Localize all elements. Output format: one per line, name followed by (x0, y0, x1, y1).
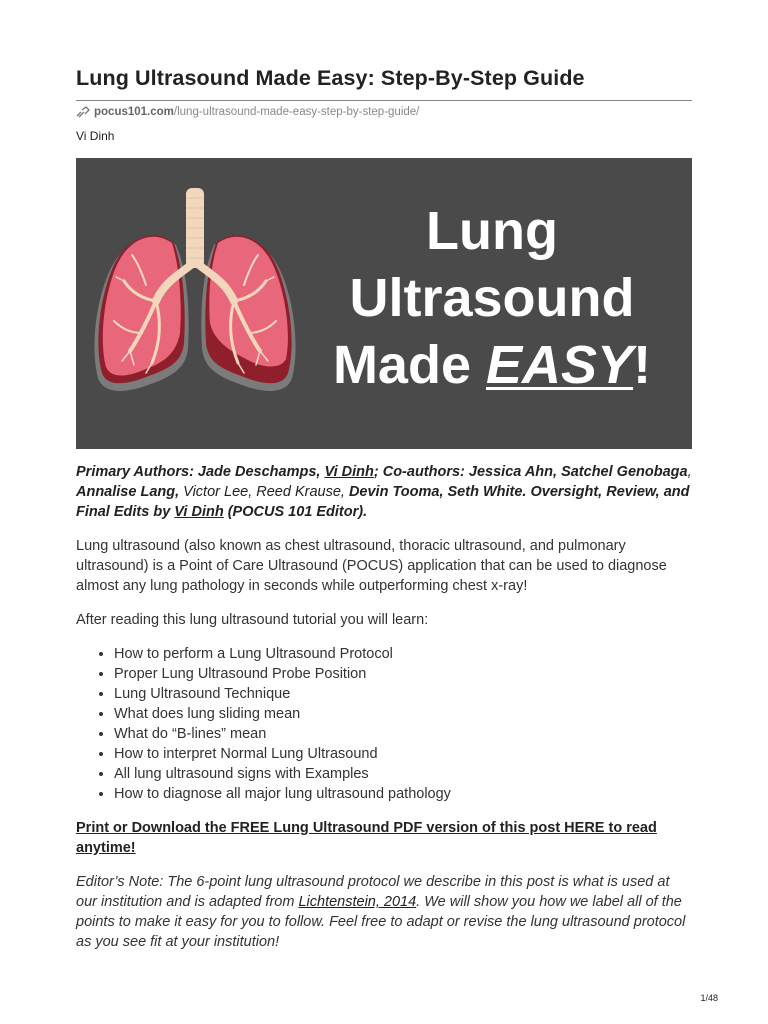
hero-line-2: Ultrasound (349, 268, 635, 328)
list-item: • What does lung sliding mean (114, 704, 692, 724)
page-title: Lung Ultrasound Made Easy: Step-By-Step Guide (76, 66, 585, 90)
learn-list (76, 644, 692, 804)
editor-note: Editor’s Note: The 6-point lung ultrasound protocol we describe in this post is what is used at our institution and is adapted from Lichtenstein, 2014. We will show you how we label all of the points to make it easy for you to follow. Feel free to adapt or revise the lung ultrasound protocol as you see fit at your institution! (76, 874, 686, 950)
title-divider (76, 100, 692, 101)
list-item: • How to diagnose all major lung ultrasound pathology (114, 784, 692, 804)
hero-banner (76, 158, 692, 449)
hero-headline (312, 198, 672, 399)
source-path[interactable]: /lung-ultrasound-made-easy-step-by-step-guide/ (173, 106, 420, 118)
intro-paragraph: Lung ultrasound (also known as chest ultrasound, thoracic ultrasound, and pulmonary ultrasound) is a Point of Care Ultrasound (POCUS) application that can be used to diagnose almost any lung pathology in seconds while outperforming chest x-ray! (76, 538, 667, 594)
byline-author: Vi Dinh (76, 129, 115, 143)
source-domain[interactable]: pocus101.com (94, 106, 174, 118)
lungs-illustration (86, 183, 306, 413)
list-item: • How to interpret Normal Lung Ultrasound (114, 744, 692, 764)
hero-line-1: Lung (426, 201, 558, 261)
learn-intro: After reading this lung ultrasound tutorial you will learn: (76, 612, 429, 628)
list-item: • What do “B-lines” mean (114, 724, 692, 744)
hero-emphasis: EASY (486, 335, 634, 395)
source-url[interactable] (76, 106, 419, 118)
list-item: • All lung ultrasound signs with Examples (114, 764, 692, 784)
citation-link[interactable]: Lichtenstein, 2014 (298, 894, 417, 910)
page-number: 1/48 (700, 993, 718, 1003)
author-link-vi-dinh[interactable]: Vi Dinh (324, 464, 374, 480)
list-item: • How to perform a Lung Ultrasound Protocol (114, 644, 692, 664)
author-credits: Primary Authors: Jade Deschamps, Vi Dinh; Co-authors: Jessica Ahn, Satchel Genobaga, Annalise Lang, Victor Lee, Reed Krause, Devin Tooma, Seth White. Oversight, Review, and Final Edits by Vi Dinh (POCUS 101 Editor). (76, 464, 692, 520)
article-body (76, 462, 692, 952)
editor-link-vi-dinh[interactable]: Vi Dinh (174, 504, 224, 520)
download-pdf-link[interactable]: Print or Download the FREE Lung Ultrasound PDF version of this post HERE to read anytime! (76, 820, 657, 856)
hero-line-3: Made EASY! (332, 335, 652, 395)
list-item: • Proper Lung Ultrasound Probe Position (114, 664, 692, 684)
link-icon (76, 106, 90, 118)
list-item: • Lung Ultrasound Technique (114, 684, 692, 704)
